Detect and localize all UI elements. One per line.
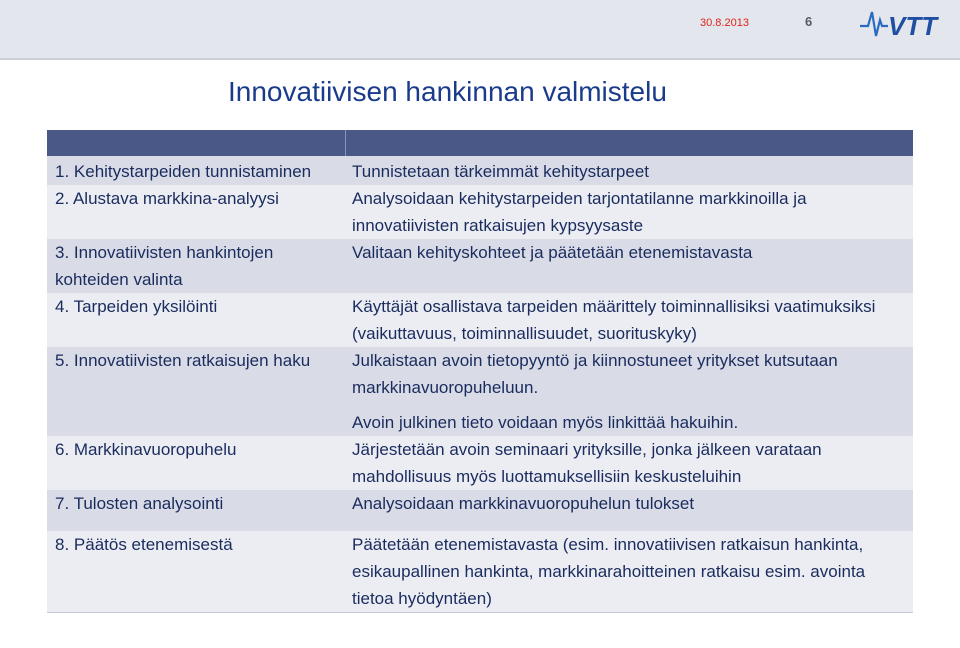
step-description: Analysoidaan markkinavuoropuhelun tulokset: [345, 490, 913, 531]
table-header-row: [47, 130, 913, 156]
table-row: [47, 185, 913, 239]
table-row: [47, 531, 913, 613]
step-description: Analysoidaan kehitystarpeiden tarjontatilanne markkinoilla ja innovatiivisten ratkaisujen kypsyysaste: [345, 185, 913, 239]
vtt-logo: [858, 6, 950, 40]
step-label: 2. Alustava markkina-analyysi: [47, 185, 345, 239]
page-number: 6: [805, 14, 813, 29]
slide-date: 30.8.2013: [700, 17, 749, 29]
table-row: [47, 293, 913, 347]
logo-text: VTT: [888, 11, 938, 40]
step-label: 7. Tulosten analysointi: [47, 490, 345, 531]
pulse-line-icon: [860, 12, 888, 36]
step-label: 5. Innovatiivisten ratkaisujen haku: [47, 347, 345, 436]
step-description: Valitaan kehityskohteet ja päätetään etenemistavasta: [345, 239, 913, 293]
header-bar: [0, 0, 960, 60]
steps-table: [47, 130, 913, 613]
step-description-extra: Avoin julkinen tieto voidaan myös linkittää hakuihin.: [352, 413, 739, 432]
step-description: Tunnistetaan tärkeimmät kehitystarpeet: [345, 156, 913, 185]
table-row: [47, 239, 913, 293]
table-row: [47, 156, 913, 185]
table-row: [47, 490, 913, 531]
step-label: 8. Päätös etenemisestä: [47, 531, 345, 613]
step-label: 6. Markkinavuoropuhelu: [47, 436, 345, 490]
step-description: Julkaistaan avoin tietopyyntö ja kiinnostuneet yritykset kutsutaan markkinavuoropuheluun.: [352, 351, 838, 397]
step-description: Järjestetään avoin seminaari yrityksille, jonka jälkeen varataan mahdollisuus myös luottamuksellisiin keskusteluihin: [345, 436, 913, 490]
page-title: Innovatiivisen hankinnan valmistelu: [228, 76, 667, 107]
step-label: 3. Innovatiivisten hankintojen kohteiden valinta: [47, 239, 345, 293]
step-label: 4. Tarpeiden yksilöinti: [47, 293, 345, 347]
table-row: [47, 436, 913, 490]
step-label: 1. Kehitystarpeiden tunnistaminen: [47, 156, 345, 185]
table-row: [47, 347, 913, 436]
step-description: Päätetään etenemistavasta (esim. innovatiivisen ratkaisun hankinta, esikaupallinen hankinta, markkinarahoitteinen ratkaisu esim. avointa tietoa hyödyntäen): [345, 531, 913, 613]
step-description: Käyttäjät osallistava tarpeiden määrittely toiminnallisiksi vaatimuksiksi (vaikuttavuus, toiminnallisuudet, suorituskyky): [345, 293, 913, 347]
